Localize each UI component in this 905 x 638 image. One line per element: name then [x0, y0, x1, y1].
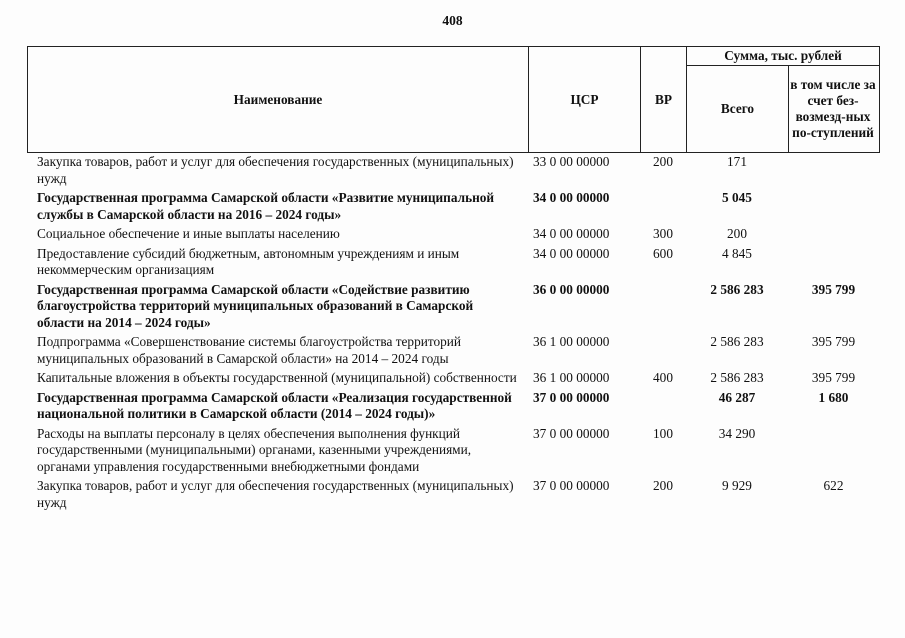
header-vr: ВР	[655, 91, 672, 107]
row-total: 9 929	[722, 478, 752, 493]
row-csr: 37 0 00 00000	[533, 389, 610, 405]
header-free: в том числе за счет без-возмезд-ных по-ступлений	[790, 77, 876, 140]
row-total: 171	[727, 154, 747, 169]
header-csr: ЦСР	[570, 91, 599, 107]
row-total: 2 586 283	[710, 281, 764, 297]
row-total: 2 586 283	[710, 334, 764, 349]
row-csr: 37 0 00 00000	[533, 478, 610, 493]
header-right-border	[879, 46, 880, 153]
row-csr: 34 0 00 00000	[533, 190, 610, 205]
header-bottom-border	[27, 152, 880, 153]
table-body	[0, 154, 905, 514]
table-row	[0, 334, 905, 367]
row-free: 395 799	[811, 281, 856, 297]
row-csr: 37 0 00 00000	[533, 425, 610, 441]
page-number: 408	[442, 13, 463, 28]
row-csr: 34 0 00 00000	[533, 245, 610, 261]
table-row	[0, 246, 905, 279]
row-csr: 36 1 00 00000	[533, 370, 610, 385]
row-vr: 400	[653, 370, 673, 385]
row-free: 622	[823, 478, 844, 493]
row-name: Социальное обеспечение и иные выплаты населению	[37, 226, 340, 241]
row-free: 395 799	[811, 370, 856, 385]
row-name: Подпрограмма «Совершенствование системы благоустройства территорий муниципальных образований в Самарской области» на 2014 – 2024 годы	[37, 334, 462, 366]
row-free: 395 799	[811, 334, 856, 349]
row-name: Капитальные вложения в объекты государственной (муниципальной) собственности	[37, 370, 517, 385]
row-csr: 33 0 00 00000	[533, 154, 610, 169]
row-free: 1 680	[818, 389, 849, 405]
row-vr: 300	[653, 226, 673, 241]
row-total: 5 045	[722, 190, 752, 205]
row-total: 200	[727, 226, 747, 241]
row-vr: 100	[653, 425, 673, 441]
row-total: 4 845	[722, 245, 752, 261]
table-row	[0, 370, 905, 387]
header-sum-group: Сумма, тыс. рублей	[724, 48, 842, 63]
table-row	[0, 190, 905, 223]
row-vr: 200	[653, 154, 673, 169]
header-total: Всего	[720, 101, 755, 116]
header-divider-total-free	[788, 65, 789, 153]
table-row	[0, 478, 905, 511]
row-vr: 600	[653, 245, 673, 261]
table-row	[0, 282, 905, 332]
row-name: Предоставление субсидий бюджетным, автономным учреждениям и иным некоммерческим организациям	[37, 245, 460, 277]
row-name: Государственная программа Самарской области «Содействие развитию благоустройства территорий муниципальных образований в Самарской области на 2014 – 2024 годы»	[37, 281, 474, 330]
header-name: Наименование	[233, 91, 323, 107]
row-csr: 36 0 00 00000	[533, 281, 610, 297]
table-row	[0, 390, 905, 423]
table-row	[0, 226, 905, 243]
row-name: Государственная программа Самарской области «Развитие муниципальной службы в Самарской области на 2016 – 2024 годы»	[37, 190, 495, 222]
row-name: Расходы на выплаты персоналу в целях обеспечения выполнения функций государственными (муниципальными) органами, казенными учреждениями, органами управления государственными внебюджетными фондами	[37, 425, 472, 474]
row-vr: 200	[653, 478, 673, 493]
row-name: Закупка товаров, работ и услуг для обеспечения государственных (муниципальных) нужд	[37, 478, 514, 510]
row-csr: 34 0 00 00000	[533, 226, 610, 241]
row-total: 34 290	[718, 425, 756, 441]
table-row	[0, 426, 905, 476]
row-total: 2 586 283	[710, 370, 764, 385]
row-csr: 36 1 00 00000	[533, 334, 610, 349]
row-total: 46 287	[718, 389, 756, 405]
row-name: Государственная программа Самарской области «Реализация государственной национальной политики в Самарской области (2014 – 2024 годы)»	[37, 389, 512, 421]
table-row	[0, 154, 905, 187]
row-name: Закупка товаров, работ и услуг для обеспечения государственных (муниципальных) нужд	[37, 154, 514, 186]
